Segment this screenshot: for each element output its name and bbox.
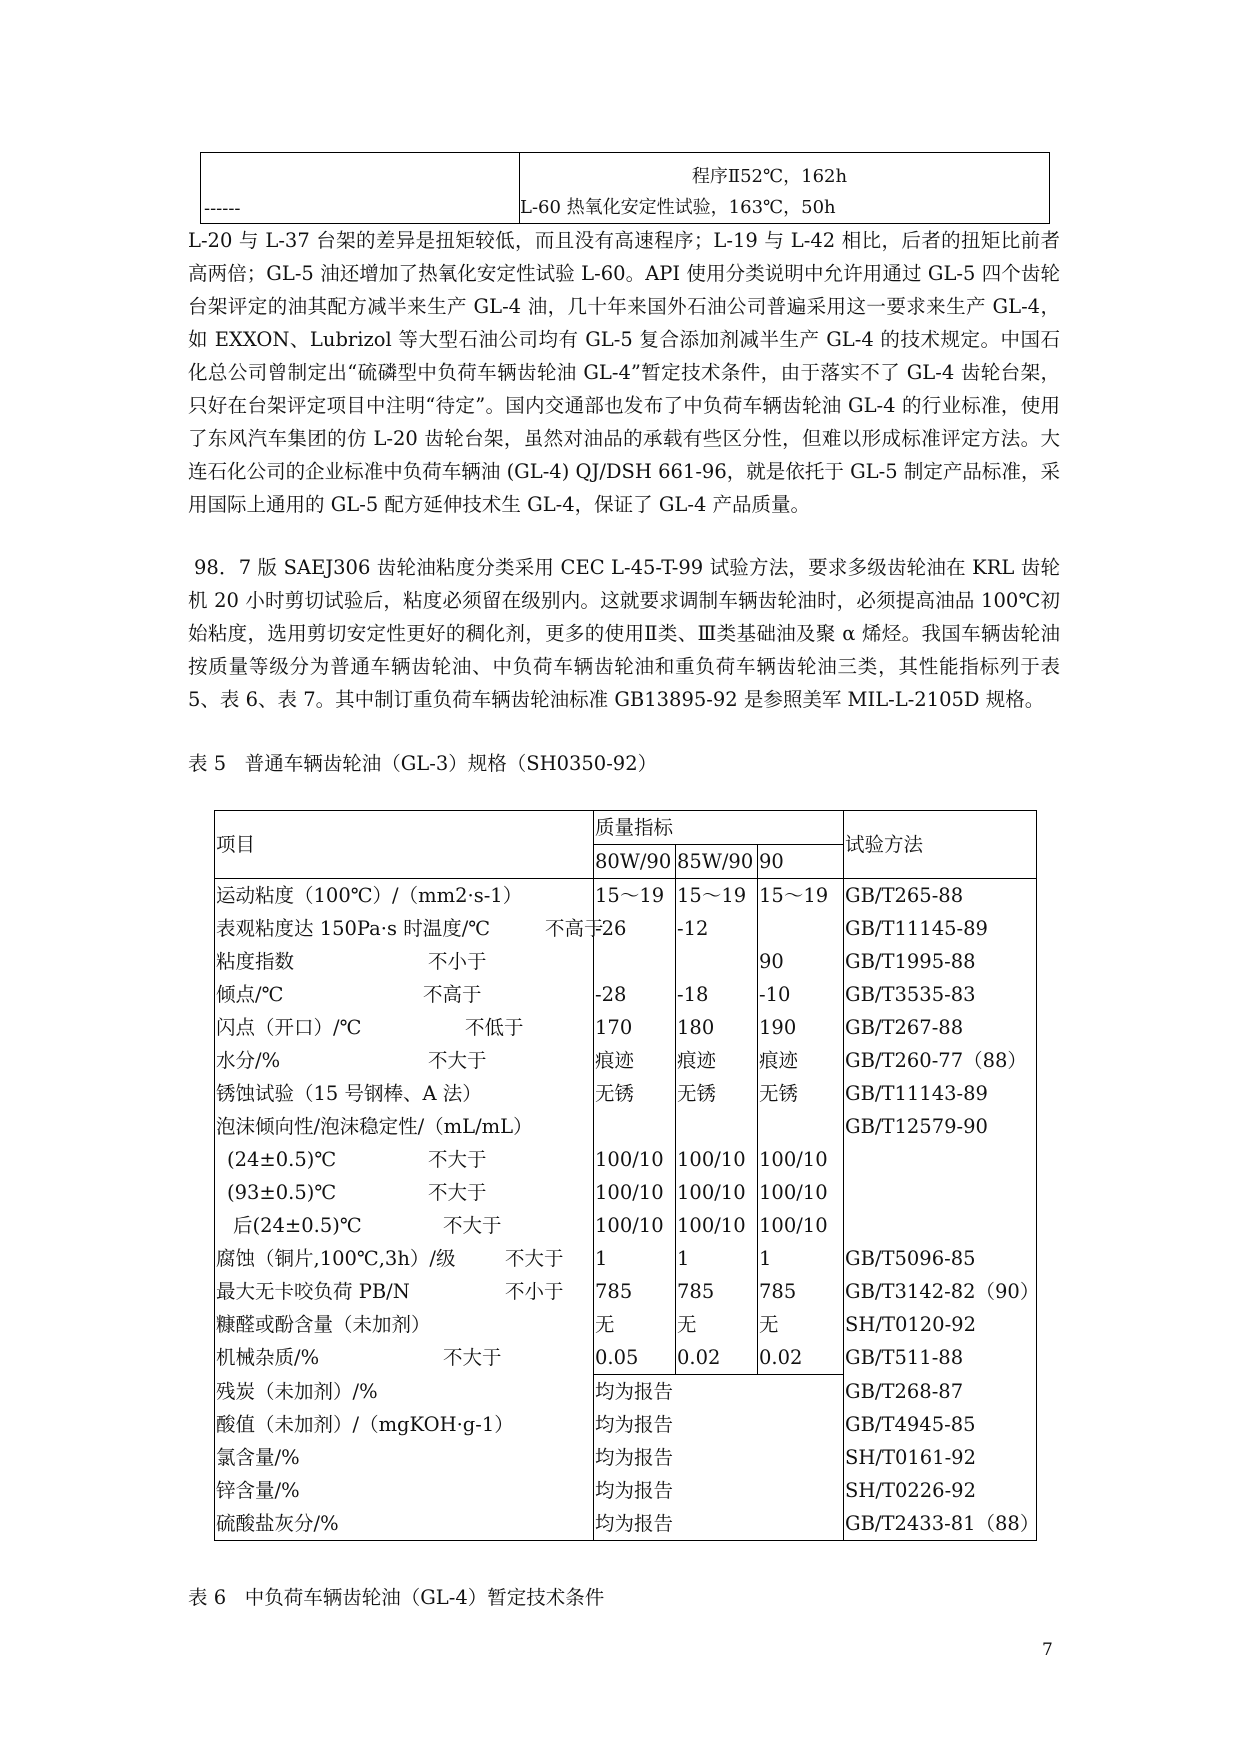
table-row <box>215 1474 1037 1507</box>
row-item-label: 残炭（未加剂）/% <box>216 1379 378 1403</box>
table-row <box>215 1011 1037 1044</box>
row-method: GB/T3535-83 <box>844 978 1037 1011</box>
row-method: GB/T267-88 <box>844 1011 1037 1044</box>
row-value: 100/10 <box>758 1176 844 1209</box>
row-value: 785 <box>758 1275 844 1308</box>
row-item-label: 酸值（未加剂）/（mgKOH·g-1） <box>216 1413 514 1436</box>
row-method: GB/T265-88 <box>844 879 1037 913</box>
body-paragraph-1: L-20 与 L-37 台架的差异是扭矩较低，而且没有高速程序；L-19 与 L-42 相比，后者的扭矩比前者高两倍；GL-5 油还增加了热氧化安定性试验 L-60。API 使用分类说明中允许用通过 GL-5 四个齿轮台架评定的油其配方减半来生产 GL-4 油，几十年来国外石油公司普遍采用这一要求来生产 GL-4，如 EXXON、Lubrizol 等大型石油公司均有 GL-5 复合添加剂减半生产 GL-4 的技术规定。中国石化总公司曾制定出“硫磷型中负荷车辆齿轮油 GL-4”暂定技术条件，由于落实不了 GL-4 齿轮台架，只好在台架评定项目中注明“待定”。国内交通部也发布了中负荷车辆齿轮油 GL-4 的行业标准，使用了东风汽车集团的仿 L-20 齿轮台架，虽然对油品的承载有些区分性，但难以形成标准评定方法。大连石化公司的企业标准中负荷车辆油 (GL-4) QJ/DSH 661-96，就是依托于 GL-5 制定产品标准，采用国际上通用的 GL-5 配方延伸技术生 GL-4，保证了 GL-4 产品质量。 <box>188 229 1060 516</box>
row-value: -10 <box>758 978 844 1011</box>
table-row <box>215 879 1037 913</box>
row-value: 1 <box>758 1242 844 1275</box>
row-value: 180 <box>676 1011 758 1044</box>
row-value: 0.02 <box>758 1341 844 1375</box>
row-item <box>215 1275 594 1308</box>
row-item <box>215 945 594 978</box>
row-condition: 不低于 <box>465 1016 524 1039</box>
table-row <box>215 1375 1037 1409</box>
row-item <box>215 1441 594 1474</box>
row-item-label: 泡沫倾向性/泡沫稳定性/（mL/mL） <box>216 1115 533 1138</box>
row-condition: 不小于 <box>505 1280 564 1303</box>
row-item <box>215 1110 594 1143</box>
row-value: 无锈 <box>758 1077 844 1110</box>
row-value <box>758 1110 844 1143</box>
row-value: 190 <box>758 1011 844 1044</box>
table-row <box>215 1408 1037 1441</box>
row-item <box>215 1176 594 1209</box>
table-row <box>215 1441 1037 1474</box>
row-method: GB/T1995-88 <box>844 945 1037 978</box>
row-item-label: 最大无卡咬负荷 PB/N <box>216 1280 410 1303</box>
row-method: GB/T3142-82（90） <box>844 1275 1037 1308</box>
row-method: GB/T268-87 <box>844 1375 1037 1409</box>
row-value: 15～19 <box>758 879 844 913</box>
row-item-label: 腐蚀（铜片,100℃,3h）/级 <box>216 1247 456 1270</box>
row-item-label: 糠醛或酚含量（未加剂） <box>216 1313 431 1336</box>
row-item-label: 倾点/℃ <box>216 983 284 1006</box>
table-5-caption: 表 5 普通车辆齿轮油（GL-3）规格（SH0350-92） <box>188 752 658 775</box>
row-item <box>215 1077 594 1110</box>
row-item-label: 运动粘度（100℃）/（mm2·s-1） <box>216 884 523 907</box>
row-method: GB/T260-77（88） <box>844 1044 1037 1077</box>
row-condition: 不小于 <box>428 950 487 973</box>
row-value: 15～19 <box>594 879 676 913</box>
table-row <box>201 153 1050 224</box>
row-condition: 不高于 <box>545 917 604 940</box>
row-value: 1 <box>676 1242 758 1275</box>
table-row <box>215 978 1037 1011</box>
row-value-report: 均为报告 <box>594 1474 844 1507</box>
row-value <box>594 1110 676 1143</box>
row-value: -26 <box>594 912 676 945</box>
row-method <box>844 1209 1037 1242</box>
row-item <box>215 1044 594 1077</box>
row-value: 无 <box>594 1308 676 1341</box>
row-condition: 不大于 <box>505 1247 564 1270</box>
row-method: GB/T2433-81（88） <box>844 1507 1037 1541</box>
row-value <box>758 912 844 945</box>
header-item: 项目 <box>215 811 594 879</box>
row-method: SH/T0226-92 <box>844 1474 1037 1507</box>
row-method: GB/T4945-85 <box>844 1408 1037 1441</box>
row-item <box>215 912 604 945</box>
table-row <box>215 1507 1037 1541</box>
table-row <box>215 1044 1037 1077</box>
row-value <box>594 945 676 978</box>
row-item <box>215 1242 594 1275</box>
row-method <box>844 1176 1037 1209</box>
row-condition: 不大于 <box>443 1214 502 1237</box>
page-number: 7 <box>1042 1640 1053 1660</box>
row-item <box>215 879 594 913</box>
row-item-label: 水分/% <box>216 1049 281 1072</box>
row-item-label: 闪点（开口）/℃ <box>216 1016 362 1039</box>
row-value: 0.02 <box>676 1341 758 1375</box>
header-grade: 90 <box>758 845 844 879</box>
row-item-label: (93±0.5)℃ <box>227 1181 337 1204</box>
body-paragraph-2: 98．7 版 SAEJ306 齿轮油粘度分类采用 CEC L-45-T-99 试验方法，要求多级齿轮油在 KRL 齿轮机 20 小时剪切试验后，粘度必须留在级别内。这就要求调制车辆齿轮油时，必须提高油品 100℃初始粘度，选用剪切安定性更好的稠化剂，更多的使用Ⅱ类、Ⅲ类基础油及聚 α 烯烃。我国车辆齿轮油按质量等级分为普通车辆齿轮油、中负荷车辆齿轮油和重负荷车辆齿轮油三类，其性能指标列于表 5、表 6、表 7。其中制订重负荷车辆齿轮油标准 GB13895-92 是参照美军 MIL-L-2105D 规格。 <box>188 556 1060 711</box>
row-item <box>215 1474 594 1507</box>
row-method: GB/T5096-85 <box>844 1242 1037 1275</box>
row-value: 15～19 <box>676 879 758 913</box>
row-value: 170 <box>594 1011 676 1044</box>
row-item <box>215 1375 594 1409</box>
table-row <box>215 1242 1037 1275</box>
procedure-text: 程序Ⅱ52℃，162h <box>691 166 848 187</box>
row-item <box>215 1011 594 1044</box>
row-method <box>844 1143 1037 1176</box>
row-value: 1 <box>594 1242 676 1275</box>
row-item <box>215 1143 594 1176</box>
continued-spec-table <box>200 152 1050 224</box>
row-value-report: 均为报告 <box>594 1375 844 1409</box>
row-item-label: (24±0.5)℃ <box>227 1148 337 1171</box>
row-value: 100/10 <box>594 1209 676 1242</box>
table-cell <box>201 153 520 224</box>
row-value: -18 <box>676 978 758 1011</box>
table-row <box>215 1275 1037 1308</box>
table-header-row <box>215 811 1037 845</box>
row-item-label: 锈蚀试验（15 号钢棒、A 法） <box>216 1082 482 1105</box>
row-item-label: 锌含量/% <box>216 1479 300 1502</box>
row-value: 痕迹 <box>594 1044 676 1077</box>
row-item <box>215 1209 594 1242</box>
row-item <box>215 1507 594 1541</box>
row-item <box>215 1408 594 1441</box>
table-row <box>215 945 1037 978</box>
row-item-label: 后(24±0.5)℃ <box>233 1214 362 1237</box>
table-row <box>215 912 1037 945</box>
table-row <box>215 1077 1037 1110</box>
row-value: 痕迹 <box>758 1044 844 1077</box>
row-condition: 不大于 <box>428 1181 487 1204</box>
row-item <box>215 978 594 1011</box>
row-value: 90 <box>758 945 844 978</box>
row-value-report: 均为报告 <box>594 1507 844 1541</box>
header-method: 试验方法 <box>844 811 1037 879</box>
header-quality: 质量指标 <box>594 811 844 845</box>
row-value: 100/10 <box>676 1143 758 1176</box>
row-value <box>676 945 758 978</box>
row-condition: 不大于 <box>443 1346 502 1369</box>
row-item <box>215 1308 594 1341</box>
row-value: 无 <box>758 1308 844 1341</box>
row-value: 无锈 <box>594 1077 676 1110</box>
row-value: 0.05 <box>594 1341 676 1375</box>
row-item-label: 硫酸盐灰分/% <box>216 1512 339 1535</box>
row-value: 100/10 <box>676 1176 758 1209</box>
row-method: SH/T0120-92 <box>844 1308 1037 1341</box>
table-row <box>215 1110 1037 1143</box>
row-value: 100/10 <box>676 1209 758 1242</box>
row-method: SH/T0161-92 <box>844 1441 1037 1474</box>
row-value: -12 <box>676 912 758 945</box>
row-value-report: 均为报告 <box>594 1408 844 1441</box>
row-item <box>215 1341 594 1375</box>
row-item-label: 粘度指数 <box>216 950 295 973</box>
row-value: 785 <box>594 1275 676 1308</box>
row-item-label: 表观粘度达 150Pa·s 时温度/℃ <box>216 917 491 940</box>
header-grade: 80W/90 <box>594 845 676 879</box>
row-item-label: 氯含量/% <box>216 1446 300 1469</box>
row-value: 无 <box>676 1308 758 1341</box>
row-condition: 不大于 <box>428 1148 487 1171</box>
row-value: 785 <box>676 1275 758 1308</box>
table-5-specification <box>214 810 1040 1541</box>
row-method: GB/T11143-89 <box>844 1077 1037 1110</box>
row-method: GB/T12579-90 <box>844 1110 1037 1143</box>
table-row <box>215 1143 1037 1176</box>
header-grade: 85W/90 <box>676 845 758 879</box>
row-method: GB/T511-88 <box>844 1341 1037 1375</box>
row-condition: 不大于 <box>428 1049 487 1072</box>
row-item-label: 机械杂质/% <box>216 1346 320 1370</box>
row-value <box>676 1110 758 1143</box>
row-condition: 不高于 <box>423 983 482 1006</box>
placeholder-dashes: ------ <box>204 198 241 219</box>
table-cell <box>520 153 1050 224</box>
table-row <box>215 1308 1037 1341</box>
row-value: 100/10 <box>758 1209 844 1242</box>
row-value: 100/10 <box>594 1176 676 1209</box>
table-row <box>215 1341 1037 1375</box>
row-method: GB/T11145-89 <box>844 912 1037 945</box>
row-value: 无锈 <box>676 1077 758 1110</box>
row-value: 100/10 <box>758 1143 844 1176</box>
row-value-report: 均为报告 <box>594 1441 844 1474</box>
table-row <box>215 1209 1037 1242</box>
l60-test-text: L-60 热氧化安定性试验，163℃，50h <box>520 197 836 218</box>
row-value: 100/10 <box>594 1143 676 1176</box>
table-row <box>215 1176 1037 1209</box>
row-value: 痕迹 <box>676 1044 758 1077</box>
table-6-caption: 表 6 中负荷车辆齿轮油（GL-4）暂定技术条件 <box>188 1586 605 1609</box>
row-value: -28 <box>594 978 676 1011</box>
